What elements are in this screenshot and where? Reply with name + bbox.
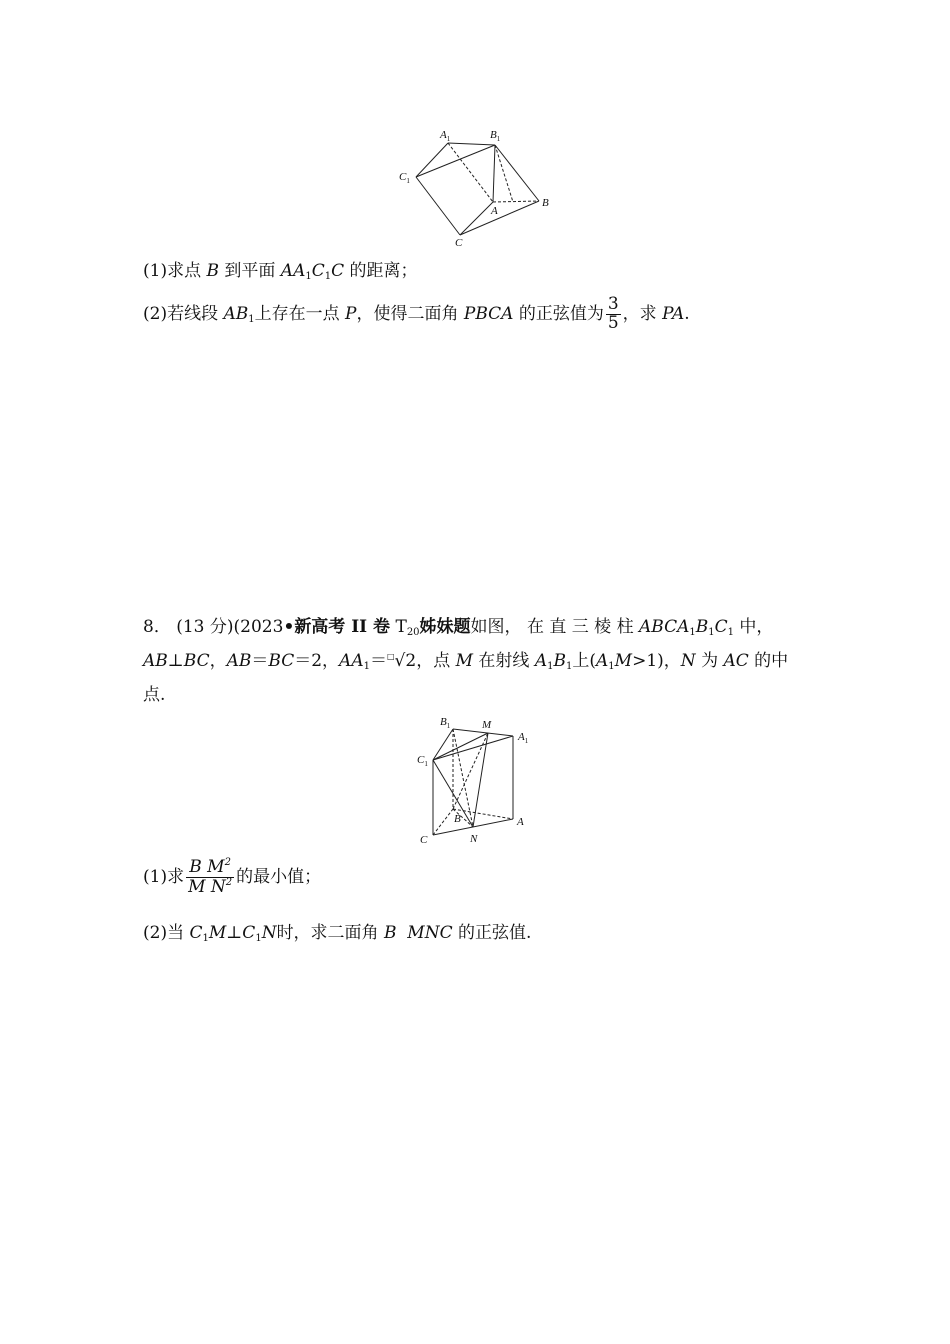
- q8-line3: 点.: [143, 685, 166, 705]
- figure-prism-2: [413, 713, 553, 848]
- label-c1: $C_1$: [399, 171, 410, 185]
- figure-prism-1: [395, 122, 575, 252]
- fraction-bm2-mn2: $\frac{B M^2}{M N^2}$: [188, 857, 233, 897]
- label-a1: $A_1$: [440, 129, 451, 143]
- edge-c1a1: [433, 736, 513, 760]
- edge-b1-ab: [495, 145, 513, 202]
- q8-line1: 8． (13 分)(2023•新高考 II 卷 $T_{20}$姊妹题如图， 在 直 三 棱 柱 $ABCA_1B_1C_1$ 中，: [143, 617, 774, 638]
- edge-a1c1: [416, 143, 448, 177]
- fraction-3-5: $\frac{3}{5}$: [607, 294, 619, 333]
- label-b: B: [454, 813, 461, 825]
- edge-cb: [460, 201, 539, 235]
- label-a: A: [491, 205, 498, 217]
- edge-b1b: [495, 145, 539, 201]
- edge-c1b1: [416, 145, 495, 177]
- edge-a1b1: [448, 143, 495, 145]
- label-n: N: [470, 833, 478, 845]
- label-b1: $B_1$: [490, 129, 501, 143]
- q8-part2: (2)当 $C_1M\perp C_1N$时，求二面角 B MNC 的正弦值.: [143, 923, 532, 944]
- q7-part2: (2)若线段 $AB_1$上存在一点 P，使得二面角 PBCA 的正弦值为 $\frac{3}{5}$ ，求 PA.: [143, 294, 690, 333]
- q8-part1: (1)求 $\frac{B M^2}{M N^2}$ 的最小值；: [143, 857, 322, 897]
- q7-part1: (1)求点 B 到平面 $AA_1C_1C$ 的距离；: [143, 261, 418, 282]
- label-m: M: [482, 719, 492, 731]
- q8-line2: AB⊥BC，AB＝BC＝2，$AA_1=^□√2$，点 M 在射线 $A_1B_1$上$(A_1M>1)$，N 为 AC 的中: [143, 651, 789, 672]
- label-b: B: [542, 197, 549, 209]
- label-a: A: [517, 816, 524, 828]
- label-c: C: [455, 237, 463, 249]
- label-c: C: [420, 834, 428, 846]
- label-c1: $C_1$: [417, 754, 428, 768]
- label-b1: $B_1$: [440, 716, 451, 730]
- edge-c1c: [416, 177, 460, 235]
- label-a1: $A_1$: [518, 731, 529, 745]
- edge-b1a: [493, 145, 495, 202]
- edge-ab: [493, 201, 539, 202]
- question-number: 8．: [143, 617, 171, 637]
- edge-bm: [453, 733, 488, 809]
- edge-ca: [460, 202, 493, 235]
- edge-a1a: [448, 143, 493, 202]
